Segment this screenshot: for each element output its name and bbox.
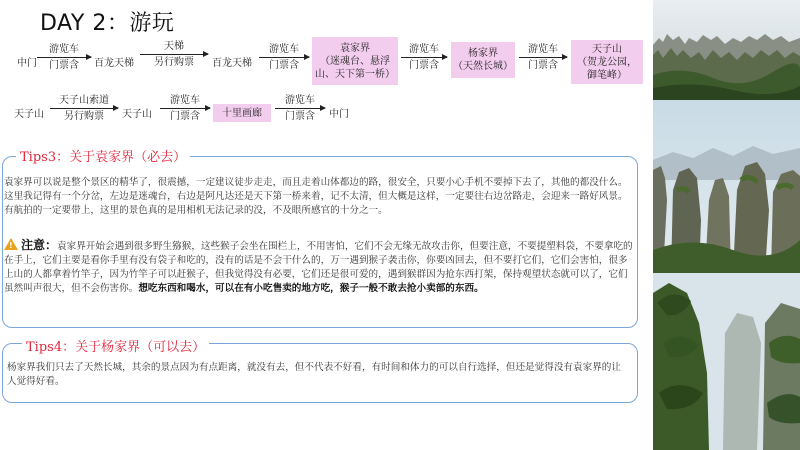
warning-label: 注意： xyxy=(21,238,58,252)
edge-label-bottom: 另行购票 xyxy=(154,57,194,68)
page-title: DAY 2：游玩 xyxy=(40,11,175,36)
route-node: 百龙天梯 xyxy=(94,58,134,69)
route-edge xyxy=(160,94,210,123)
route-node-start: 天子山 xyxy=(14,109,44,120)
photo-karst-peaks-1 xyxy=(653,0,800,100)
route-edge xyxy=(37,43,91,72)
box-line: 袁家界 xyxy=(340,42,370,54)
edge-label-bottom: 门票含 xyxy=(528,60,558,71)
photo-karst-peaks-2-image xyxy=(653,100,800,273)
route-edge xyxy=(259,43,309,72)
photo-cliff-trees xyxy=(653,273,800,450)
photo-cliff-trees-image xyxy=(653,273,800,450)
box-line: 山、天下第一桥） xyxy=(315,68,395,80)
edge-label-top: 游览车 xyxy=(409,44,439,55)
tip4-paragraph: 杨家界我们只去了天然长城，其余的景点因为有点距离，就没有去，但不代表不好看，有时间和体力的可以自行选择，但还是觉得没有袁家界的让人觉得好看。 xyxy=(7,362,621,387)
tip4-heading: Tips4：关于杨家界（可以去） xyxy=(22,336,209,355)
route-edge xyxy=(401,43,447,72)
tip3-paragraph-1: 袁家界可以说是整个景区的精华了，很震撼，一定建议徒步走走，而且走着山体都边的路，很安全，只要小心手机不要掉下去了，其他的都没什么。这里我记得有一个分岔，左边是迷魂台，右边是阿凡达还是天下第一桥来着，记不太清，但大概是这样，一定要往右边岔路走，会迎来一路好风景。有航拍的一定要带上，这里的景色真的是用相机无法记录的没，不及眼所感官的十分之一。 xyxy=(4,177,628,216)
route-node-start: 中门 xyxy=(17,58,37,69)
warning-text-bold: 想吃东西和喝水，可以在有小吃售卖的地方吃，猴子一般不敢去抢小卖部的东西。 xyxy=(138,283,484,294)
edge-label-bottom: 门票含 xyxy=(285,111,315,122)
arrow xyxy=(519,57,567,58)
edge-label-bottom: 门票含 xyxy=(409,60,439,71)
route-edge xyxy=(50,94,118,123)
route-box-tianzishan xyxy=(571,40,643,84)
route-node-end: 中门 xyxy=(329,109,349,120)
edge-label-bottom: 另行购票 xyxy=(64,111,104,122)
tip3-heading: Tips3：关于袁家界（必去） xyxy=(16,146,190,165)
edge-label-top: 游览车 xyxy=(49,44,79,55)
route-box-shilihualang xyxy=(213,104,271,122)
edge-label-top: 游览车 xyxy=(170,95,200,106)
box-line: （天然长城） xyxy=(453,61,513,72)
warning-icon xyxy=(4,238,18,250)
route-edge xyxy=(140,40,208,69)
route-box-yangjiajie xyxy=(451,42,515,78)
edge-label-top: 游览车 xyxy=(528,44,558,55)
box-line: 御笔峰） xyxy=(587,69,627,81)
route-edge xyxy=(519,43,567,72)
route-node: 百龙天梯 xyxy=(212,58,252,69)
arrow xyxy=(401,57,447,58)
arrow xyxy=(275,108,325,109)
edge-label-top: 游览车 xyxy=(269,44,299,55)
edge-label-bottom: 门票含 xyxy=(269,60,299,71)
edge-label-top: 天子山索道 xyxy=(59,95,109,106)
arrow xyxy=(37,57,91,58)
edge-label-top: 天梯 xyxy=(164,41,184,52)
arrow xyxy=(140,54,208,55)
route-edge xyxy=(275,94,325,123)
box-line: 杨家界 xyxy=(468,48,498,59)
arrow xyxy=(160,108,210,109)
arrow xyxy=(259,57,309,58)
photo-karst-peaks-2 xyxy=(653,100,800,273)
photo-karst-peaks-1-image xyxy=(653,0,800,100)
box-line: 十里画廊 xyxy=(222,107,262,119)
box-line: 天子山 xyxy=(592,43,622,55)
route-node: 天子山 xyxy=(122,109,152,120)
box-line: （贺龙公园， xyxy=(577,56,637,68)
box-line: （迷魂台、悬浮 xyxy=(320,55,390,67)
tip3-paragraph-2 xyxy=(4,238,634,296)
edge-label-top: 游览车 xyxy=(285,95,315,106)
edge-label-bottom: 门票含 xyxy=(170,111,200,122)
route-box-yuanjiajie xyxy=(312,37,398,85)
arrow xyxy=(50,108,118,109)
edge-label-bottom: 门票含 xyxy=(49,60,79,71)
warning-text: 袁家界开始会遇到很多野生猕猴，这些猴子会坐在围栏上，不用害怕，它们不会无缘无故攻击你，但要注意，不要提塑料袋，不要拿吃的在手上，它们主要是看你手里有没有袋子和吃的，没有的话是不会干什么的，万一遇到猴子袭击你，你要凶回去，但不要打它们，它们会害怕，很多上山的人都拿着竹竿子，因为竹竿子可以赶猴子，但我觉得没有必要，它们还是很可爱的，遇到猴群因为抢东西打架，保持观望状态就可以了，它们虽然叫声很大，但不会伤害你。 xyxy=(4,241,633,294)
